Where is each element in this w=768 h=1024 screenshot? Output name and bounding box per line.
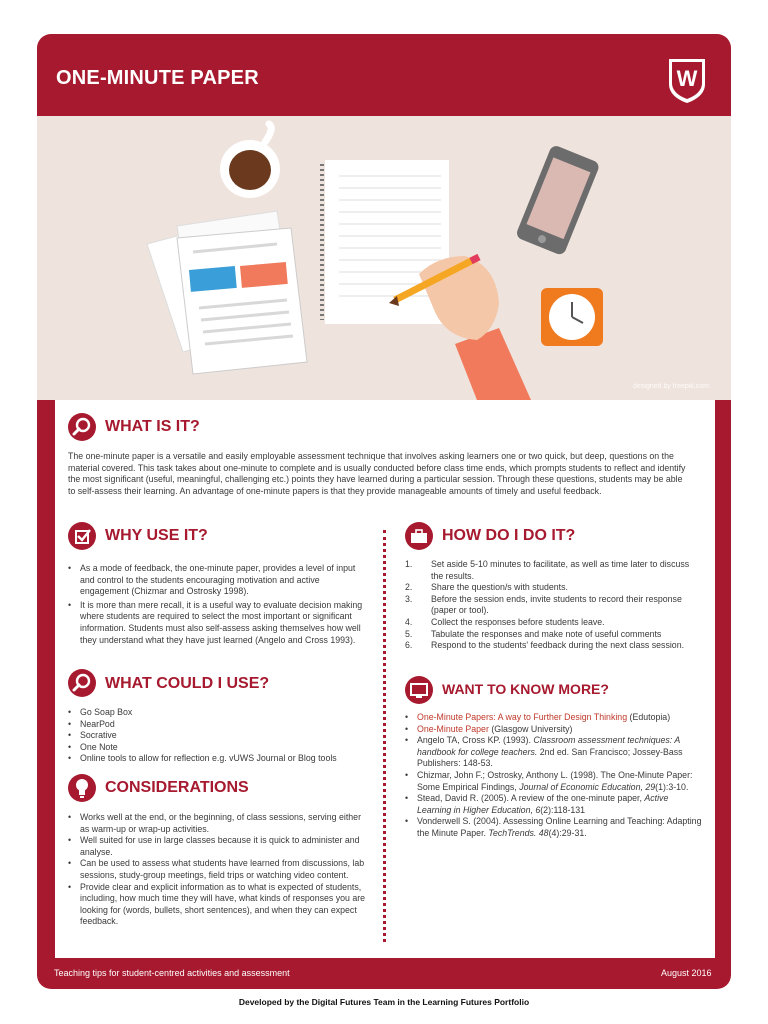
image-credit: designed by freepik.com [633,383,709,390]
considerations-list [68,812,368,928]
list-item: • Stead, David R. (2005). A review of the one-minute paper, Active Learning in Higher Education, 6(2):118-131 [405,793,705,816]
phone-icon [515,144,601,256]
list-item: • One-Minute Paper (Glasgow University) [405,724,705,736]
reference-link-edutopia[interactable]: One-Minute Papers: A way to Further Design Thinking [417,712,628,722]
list-item: • Well suited for use in large classes because it is quick to administer and analyse. [68,835,368,858]
search-icon [68,669,96,697]
search-icon [68,413,96,441]
list-item: • Vonderwell S. (2004). Assessing Online Learning and Teaching: Adapting the Minute Paper. TechTrends. 48(4):29-31. [405,816,705,839]
clock-icon [541,288,603,346]
university-shield-logo [668,58,706,104]
list-item: 1. Set aside 5-10 minutes to facilitate, as well as time later to discuss the results. [405,559,690,581]
what-text: The one-minute paper is a versatile and easily employable assessment technique that involves asking learners one or two quick, but deep, questions on the material covered. This task takes about one-minute to complete and is usually conducted before class time ends, which prompts students to reflect and identify the most significant (useful, meaningful, challenging etc.) points they have learned during a particular session. Through these questions, students may be able to self-assess their learning. An advantage of one-minute papers is that they provide manageable amounts of timely and useful feedback. [68,451,686,496]
section-title-could: WHAT COULD I USE? [105,675,270,692]
footer-tagline: Teaching tips for student-centred activities and assessment [54,968,290,978]
references-list [405,712,705,840]
list-item: 5. Tabulate the responses and make note of useful comments [405,628,662,639]
lightbulb-icon [68,774,96,802]
svg-text:W: W [676,66,698,91]
screen-icon [405,676,433,704]
why-list [68,563,364,646]
list-item: • Go Soap Box [68,707,374,719]
coffee-cup-icon [220,124,280,198]
footer-date: August 2016 [661,968,712,978]
list-item: 6. Respond to the students' feedback during the next class session. [405,640,685,651]
list-item: • NearPod [68,719,374,731]
desk-illustration [37,116,731,400]
list-item: • Works well at the end, or the beginning, of class sessions, serving either as warm-up or wrap-up activities. [68,812,368,835]
header [37,34,731,116]
section-title-considerations: CONSIDERATIONS [105,779,249,796]
list-item: • Provide clear and explicit information as to what is expected of students, including, how much time they will have, what kinds of responses you are looking for (words, bullets, short sentences), and when they can expect feedback. [68,882,368,928]
tools-list [68,707,374,765]
list-item: • Chizmar, John F.; Ostrosky, Anthony L. (1998). The One-Minute Paper: Some Empirical Findings, Journal of Economic Education, 29(1):3-10. [405,770,705,793]
list-item: 4. Collect the responses before students leave. [405,616,605,627]
list-item: • It is more than mere recall, it is a useful way to evaluate decision making where students are required to select the most important or significant information. Students must also self-assess asking themselves how well they understand what they have just learned (Angelo and Cross 1993). [68,600,364,646]
papers-icon [147,211,307,374]
reference-link-glasgow[interactable]: One-Minute Paper [417,723,489,734]
page-title: ONE-MINUTE PAPER [56,67,259,89]
section-title-what: WHAT IS IT? [105,418,200,435]
section-title-how: HOW DO I DO IT? [442,527,576,544]
toolbox-icon [405,522,433,550]
list-item: 2. Share the question/s with students. [405,582,568,593]
list-item: • One-Minute Papers: A way to Further Design Thinking (Edutopia) [405,712,705,724]
developed-by-note: Developed by the Digital Futures Team in the Learning Futures Portfolio [238,997,530,1007]
how-steps-list [405,559,701,652]
section-title-more: WANT TO KNOW MORE? [442,681,609,697]
list-item: • Socrative [68,730,374,742]
list-item: • One Note [68,742,374,754]
list-item: • Online tools to allow for reflection e.g. vUWS Journal or Blog tools [68,753,374,765]
column-divider [383,530,386,942]
section-title-why: WHY USE IT? [105,527,208,544]
list-item: 3. Before the session ends, invite students to record their response (paper or tool). [405,593,682,616]
list-item: • Angelo TA, Cross KP. (1993). Classroom assessment techniques: A handbook for college teachers. 2nd ed. San Francisco; Jossey-Bass Publishers: 148-53. [405,735,705,770]
checkbox-icon [68,522,96,550]
list-item: • Can be used to assess what students have learned from discussions, lab sessions, study-group meetings, field trips or watching video content. [68,858,368,881]
hero-illustration [37,116,731,400]
list-item: • As a mode of feedback, the one-minute paper, provides a level of input and control to the students encouraging motivation and active engagement (Chizmar and Ostrosky 1998). [68,563,364,598]
